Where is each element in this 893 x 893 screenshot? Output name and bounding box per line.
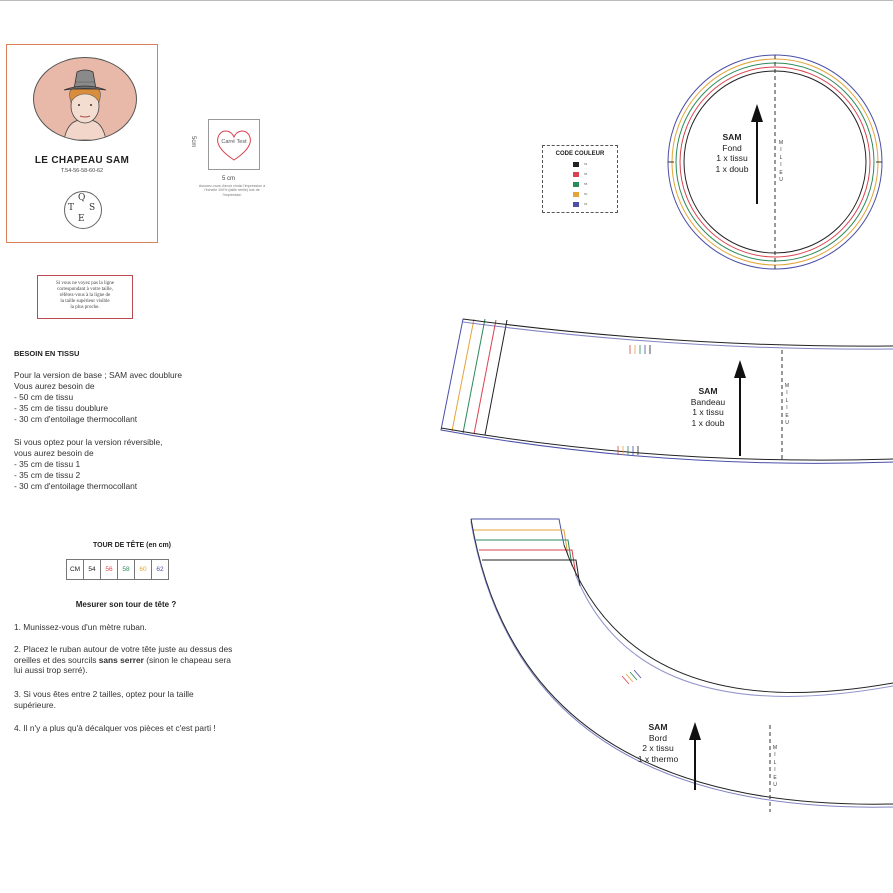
milieu-letter: E [779, 169, 783, 176]
milieu-letter: E [773, 774, 777, 781]
milieu-letter: U [785, 420, 789, 427]
warning-line: référez-vous à la ligne de [59, 293, 111, 298]
milieu-letter: U [779, 177, 783, 184]
bandeau-name: SAM [698, 386, 718, 396]
bandeau-qty: 1 x tissu [692, 407, 724, 417]
fabric-line: Vous aurez besoin de [14, 381, 95, 391]
head-size-cell: 60 [135, 560, 152, 580]
bord-qty: 2 x tissu [642, 743, 674, 753]
milieu-letter: E [785, 412, 789, 419]
piece-bord [471, 519, 893, 812]
milieu-mark-fond [778, 140, 784, 184]
milieu-letter: M [784, 383, 790, 389]
head-size-cell: 58 [118, 560, 135, 580]
measure-heading: Mesurer son tour de tête ? [75, 600, 177, 609]
logo-letter: T [68, 203, 75, 213]
fond-name: SAM [722, 132, 742, 142]
swatch-size: 60 [584, 192, 588, 196]
measure-step-1: 1. Munissez-vous d'un mètre ruban. [14, 622, 147, 632]
test-square-bottom-dimension: 5 cm [222, 176, 236, 182]
fabric-needs-heading: BESOIN EN TISSU [14, 349, 80, 358]
print-scale-note: Assurez-vous d'avoir choisi l'impression à l'échelle 100% (taille réelle) lors de l'impression [198, 184, 266, 197]
warning-line: correspondant à votre taille, [57, 287, 113, 292]
milieu-letter: I [774, 752, 776, 759]
pattern-title: LE CHAPEAU SAM [34, 155, 130, 166]
measure-step-3: 3. Si vous êtes entre 2 tailles, optez pour la taille supérieure. [14, 689, 194, 710]
fond-qty: 1 x doub [715, 163, 749, 174]
fond-qty: 1 x tissu [716, 153, 748, 163]
head-size-title: TOUR DE TÊTE (en cm) [92, 542, 172, 549]
milieu-mark-bandeau [784, 383, 790, 427]
fabric-line: - 35 cm de tissu 2 [14, 470, 81, 480]
head-size-header: CM [67, 560, 84, 580]
milieu-letter: L [779, 154, 783, 161]
step2-text: 2. Placez le ruban autour de votre tête juste au dessus des oreilles et des sourcils [14, 644, 233, 665]
milieu-letter: L [785, 397, 789, 404]
swatch-size: 54 [584, 162, 588, 166]
fabric-line: Si vous optez pour la version réversible, [14, 437, 163, 447]
piece-bandeau [441, 319, 893, 463]
milieu-letter: M [778, 140, 784, 146]
fabric-line: - 30 cm d'entoilage thermocollant [14, 414, 138, 424]
warning-line: la taille supérieur visible [60, 299, 110, 304]
milieu-letter: I [780, 147, 782, 154]
head-size-cell: 62 [152, 560, 169, 580]
milieu-letter: I [780, 162, 782, 169]
fabric-line: - 50 cm de tissu [14, 392, 74, 402]
swatch-size: 56 [584, 172, 588, 176]
bord-name: SAM [648, 722, 668, 732]
head-size-cell: 54 [84, 560, 101, 580]
bandeau-part: Bandeau [690, 396, 726, 407]
measure-step-4: 4. Il n'y a plus qu'à décalquer vos pièces et c'est parti ! [14, 723, 216, 733]
milieu-mark-bord [772, 745, 778, 789]
test-square-side-dimension: 5cm [190, 136, 196, 148]
fond-label [700, 132, 764, 174]
warning-line: la plus proche. [70, 305, 100, 310]
test-square-label: Carré Test [221, 139, 247, 145]
milieu-letter: M [772, 745, 778, 751]
bandeau-label [676, 386, 740, 428]
fabric-line: - 30 cm d'entoilage thermocollant [14, 481, 138, 491]
logo-letter: Q [78, 193, 86, 203]
swatch-size: 62 [584, 202, 588, 206]
fabric-line: vous aurez besoin de [14, 448, 94, 458]
color-code-title: CODE COULEUR [555, 151, 605, 157]
logo-letter: S [89, 203, 96, 213]
bord-qty: 1 x thermo [637, 753, 679, 764]
milieu-letter: I [786, 405, 788, 412]
head-size-cell: 56 [101, 560, 118, 580]
fabric-line: - 35 cm de tissu doublure [14, 403, 109, 413]
pattern-sizes: T.54-56-58-60-62 [60, 168, 104, 174]
bandeau-qty: 1 x doub [691, 417, 725, 428]
warning-line: Si vous ne voyez pas la ligne [55, 281, 115, 286]
swatch-size: 58 [584, 182, 588, 186]
milieu-letter: U [773, 782, 777, 789]
bord-part: Bord [648, 732, 668, 743]
logo-letter: E [78, 214, 85, 224]
milieu-letter: I [786, 390, 788, 397]
fabric-line: - 35 cm de tissu 1 [14, 459, 81, 469]
step2-text-end: (sinon le chapeau sera lui aussi trop serré). [14, 654, 231, 675]
fabric-line: Pour la version de base ; SAM avec doublure [14, 370, 183, 380]
bord-label [626, 722, 690, 764]
step2-bold: sans serrer [98, 654, 144, 665]
fond-part: Fond [722, 142, 742, 153]
milieu-letter: I [774, 767, 776, 774]
milieu-letter: L [773, 759, 777, 766]
